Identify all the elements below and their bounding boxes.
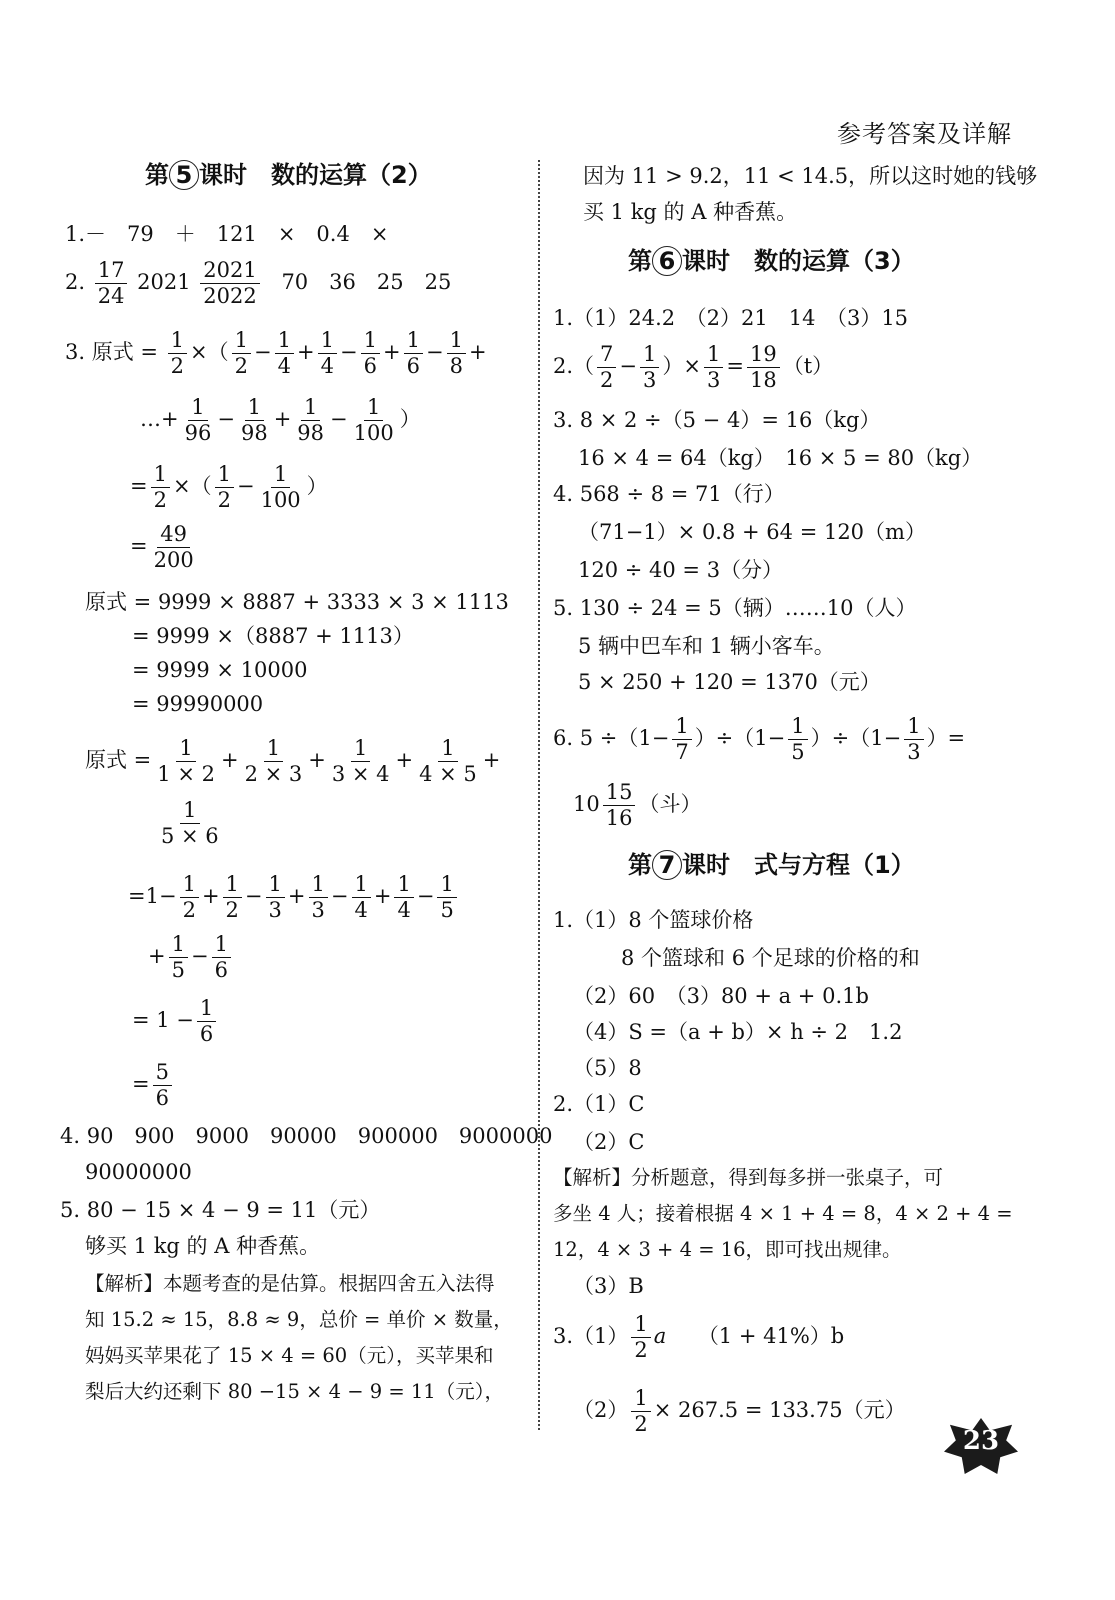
answer-6-1: 1.（1）24.2 （2）21 14 （3）15 bbox=[553, 306, 909, 330]
answer-5-analysis: 梨后大约还剩下 80 −15 × 4 − 9 = 11（元）， bbox=[85, 1380, 504, 1403]
answer-5-continuation: 因为 11 > 9.2，11 < 14.5，所以这时她的钱够 bbox=[583, 164, 1038, 188]
answer-1: 1.－ 79 ＋ 121 × 0.4 × bbox=[65, 222, 389, 246]
answer-7-3-1: 3.（1） $\frac{1}{2}$ a （1 + 41%）b bbox=[553, 1312, 845, 1362]
answer-7-1-cont: （5）8 bbox=[573, 1056, 642, 1080]
answer-5-continuation: 买 1 kg 的 A 种香蕉。 bbox=[583, 200, 798, 224]
answer-3-line-2: …+ $\frac{1}{96}$ − $\frac{1}{98}$ + $\frac{1}{98}$ − $\frac{1}{100}$ ） bbox=[140, 395, 421, 445]
answer-3-step: = 99990000 bbox=[132, 692, 264, 716]
page-number-badge bbox=[944, 1418, 1018, 1474]
lesson-number-badge: 5 bbox=[169, 160, 199, 190]
answer-3-line-4: = $\frac{49}{200}$ bbox=[130, 522, 194, 572]
answer-5: 5. 80 − 15 × 4 − 9 = 11（元） bbox=[60, 1198, 381, 1222]
answer-5-analysis: 【解析】本题考查的是估算。根据四舍五入法得 bbox=[85, 1272, 495, 1295]
answer-6-6: 6. 5 ÷（1− $\frac{1}{7}$ ）÷（1− $\frac{1}{5}$ ）÷（1− $\frac{1}{3}$ ）= bbox=[553, 714, 966, 764]
answer-6-2: 2.（ $\frac{7}{2}$ − $\frac{1}{3}$ ）× $\frac{1}{3}$ = $\frac{19}{18}$ （t） bbox=[553, 342, 834, 392]
answer-7-2-cont: （2）C bbox=[573, 1130, 645, 1154]
answer-7-2-analysis: 12，4 × 3 + 4 = 16，即可找出规律。 bbox=[553, 1238, 902, 1261]
answer-4: 4. 90 900 9000 90000 900000 9000000 bbox=[60, 1124, 553, 1148]
answer-3-step: = 9999 ×（8887 + 1113） bbox=[132, 624, 414, 648]
lesson-6-title: 第 6 课时 数的运算（3） bbox=[628, 247, 915, 275]
answer-6-5-cont: 5 辆中巴车和 1 辆小客车。 bbox=[578, 634, 835, 658]
answer-6-5-cont: 5 × 250 + 120 = 1370（元） bbox=[578, 670, 881, 694]
page-number: 23 bbox=[962, 1426, 1000, 1456]
answer-5-analysis: 妈妈买苹果花了 15 × 4 = 60（元），买苹果和 bbox=[85, 1344, 494, 1367]
answer-3-line-5: 原式 = $\frac{1}{1 \times 2}$ + $\frac{1}{2 \times 3}$ + $\frac{1}{3 \times 4}$ + $\frac{1}{4 \times 5}$ + bbox=[85, 736, 501, 786]
answer-3-line-6: $\frac{1}{5 \times 6}$ bbox=[161, 798, 219, 848]
answer-3-line-1: 3. 原式 = $\frac{1}{2}$ ×（ $\frac{1}{2}$ − $\frac{1}{4}$ + $\frac{1}{4}$ − $\frac{1}{6}$ + $\frac{1}{6}$ − $\frac{1}{8}$ + bbox=[65, 328, 487, 378]
answer-7-2-cont: （3）B bbox=[573, 1274, 644, 1298]
answer-7-1-cont: （4）S =（a + b）× h ÷ 2 1.2 bbox=[573, 1020, 903, 1044]
answer-6-4: 4. 568 ÷ 8 = 71（行） bbox=[553, 482, 785, 506]
answer-4-cont: 90000000 bbox=[85, 1160, 192, 1184]
lesson-number-badge: 6 bbox=[652, 246, 682, 276]
column-divider bbox=[538, 160, 540, 1430]
answer-5-text: 够买 1 kg 的 A 种香蕉。 bbox=[85, 1234, 321, 1258]
answer-7-1: 1.（1）8 个篮球价格 bbox=[553, 908, 754, 932]
lesson-5-title: 第 5 课时 数的运算（2） bbox=[145, 161, 432, 189]
answer-3-line-8: + $\frac{1}{5}$ − $\frac{1}{6}$ bbox=[148, 932, 234, 983]
answer-3-step: 原式 = 9999 × 8887 + 3333 × 3 × 1113 bbox=[85, 590, 509, 614]
page-header: 参考答案及详解 bbox=[837, 120, 1012, 148]
lesson-number-badge: 7 bbox=[652, 850, 682, 880]
answer-6-3-cont: 16 × 4 = 64（kg） 16 × 5 = 80（kg） bbox=[578, 446, 983, 470]
answer-6-3: 3. 8 × 2 ÷（5 − 4）= 16（kg） bbox=[553, 408, 881, 432]
answer-3-line-9: = 1 − $\frac{1}{6}$ bbox=[132, 996, 219, 1047]
answer-5-analysis: 知 15.2 ≈ 15，8.8 ≈ 9，总价 = 单价 × 数量， bbox=[85, 1308, 513, 1331]
answer-6-5: 5. 130 ÷ 24 = 5（辆）……10（人） bbox=[553, 596, 917, 620]
answer-7-2: 2.（1）C bbox=[553, 1092, 645, 1116]
answer-3-line-10: = $\frac{5}{6}$ bbox=[132, 1060, 175, 1111]
answer-6-4-cont: （71−1）× 0.8 + 64 = 120（m） bbox=[578, 520, 926, 544]
answer-2: 2. $\frac{17}{24}$ 2021 $\frac{2021}{2022}$ 70 36 25 25 bbox=[65, 258, 452, 308]
answer-3-step: = 9999 × 10000 bbox=[132, 658, 308, 682]
answer-6-4-cont: 120 ÷ 40 = 3（分） bbox=[578, 558, 784, 582]
answer-7-1-cont: 8 个篮球和 6 个足球的价格的和 bbox=[621, 946, 920, 970]
answer-7-2-analysis: 【解析】分析题意，得到每多拼一张桌子，可 bbox=[553, 1166, 944, 1189]
lesson-7-title: 第 7 课时 式与方程（1） bbox=[628, 851, 915, 879]
answer-3-line-7: =1− $\frac{1}{2}$ + $\frac{1}{2}$ − $\frac{1}{3}$ + $\frac{1}{3}$ − $\frac{1}{4}$ + $\frac{1}{4}$ − $\frac{1}{5}$ bbox=[128, 872, 460, 923]
answer-6-6-result: 10 $\frac{15}{16}$ （斗） bbox=[573, 780, 702, 830]
answer-7-3-2: （2） $\frac{1}{2}$ × 267.5 = 133.75（元） bbox=[573, 1386, 906, 1436]
answer-3-line-3: = $\frac{1}{2}$ ×（ $\frac{1}{2}$ − $\frac{1}{100}$ ） bbox=[130, 462, 328, 512]
answer-7-2-analysis: 多坐 4 人；接着根据 4 × 1 + 4 = 8，4 × 2 + 4 = bbox=[553, 1202, 1013, 1225]
answer-7-1-cont: （2）60 （3）80 + a + 0.1b bbox=[573, 984, 869, 1008]
